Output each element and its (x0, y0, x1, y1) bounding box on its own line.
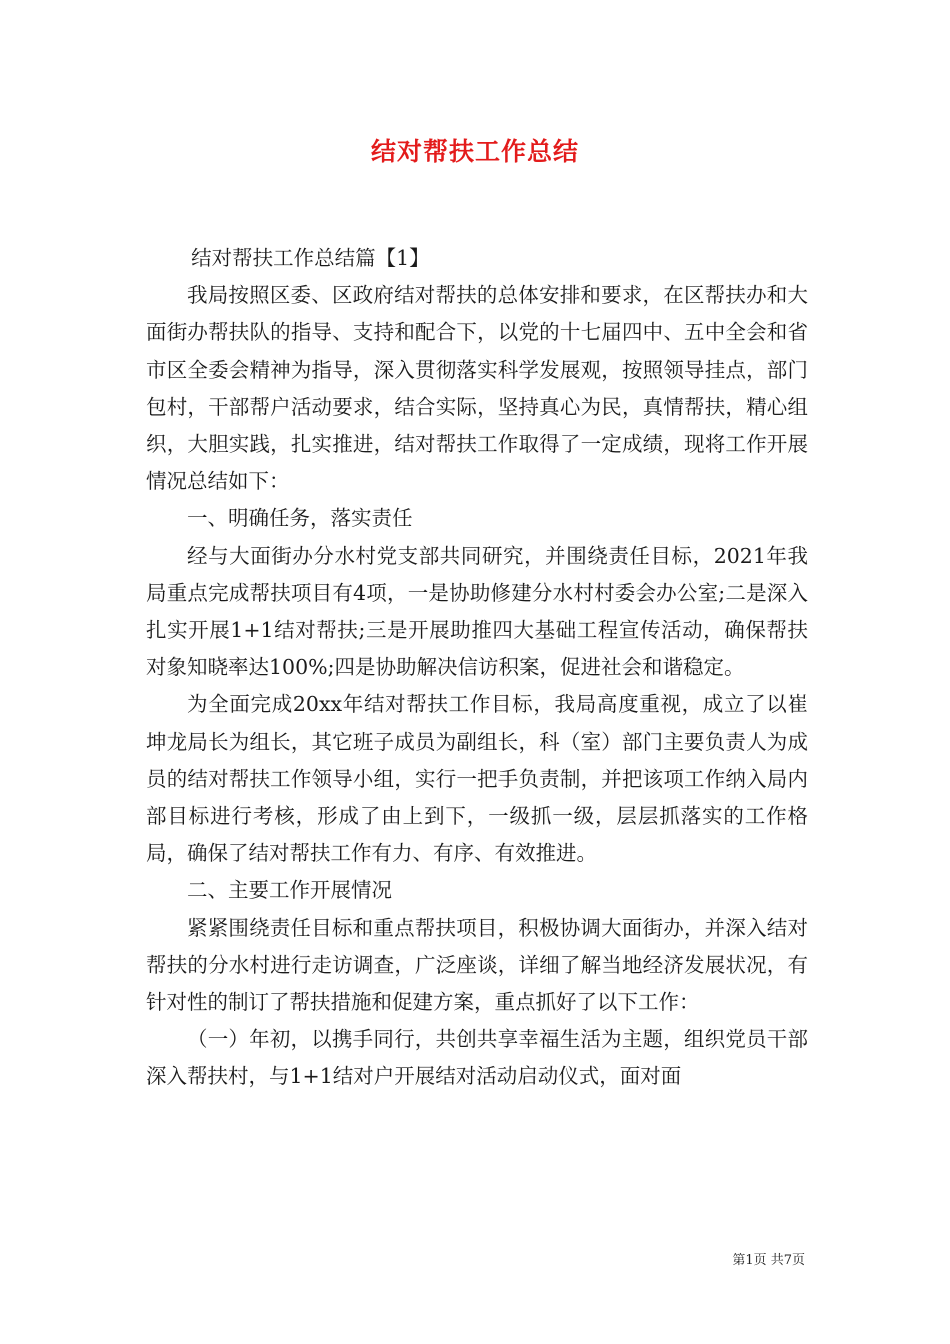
section-heading: 结对帮扶工作总结篇【1】 (191, 246, 430, 270)
paragraph: 经与大面街办分水村党支部共同研究，并围绕责任目标，2021年我局重点完成帮扶项目有4项，一是协助修建分水村村委会办公室;二是深入扎实开展1+1结对帮扶;三是开展助推四大基础工程宣传活动，确保帮扶对象知晓率达100%;四是协助解决信访积案，促进社会和谐稳定。 (146, 543, 808, 680)
paragraph: 紧紧围绕责任目标和重点帮扶项目，积极协调大面街办，并深入结对帮扶的分水村进行走访调查，广泛座谈，详细了解当地经济发展状况，有针对性的制订了帮扶措施和促建方案，重点抓好了以下工作： (146, 915, 808, 1015)
paragraph: （一）年初，以携手同行，共创共享幸福生活为主题，组织党员干部深入帮扶村，与1+1结对户开展结对活动启动仪式，面对面 (146, 1027, 808, 1089)
section-heading: 一、明确任务，落实责任 (187, 506, 413, 531)
page-number: 第1页 共7页 (732, 1253, 805, 1268)
paragraph: 为全面完成20xx年结对帮扶工作目标，我局高度重视，成立了以崔坤龙局长为组长，其它班子成员为副组长，科（室）部门主要负责人为成员的结对帮扶工作领导小组，实行一把手负责制，并把该项工作纳入局内部目标进行考核，形成了由上到下，一级抓一级，层层抓落实的工作格局，确保了结对帮扶工作有力、有序、有效推进。 (146, 692, 808, 866)
document-body (146, 240, 808, 1096)
document-title: 结对帮扶工作总结 (370, 137, 579, 166)
paragraph: 我局按照区委、区政府结对帮扶的总体安排和要求，在区帮扶办和大面街办帮扶队的指导、支持和配合下，以党的十七届四中、五中全会和省市区全委会精神为指导，深入贯彻落实科学发展观，按照领导挂点，部门包村，干部帮户活动要求，结合实际，坚持真心为民，真情帮扶，精心组织，大胆实践，扎实推进，结对帮扶工作取得了一定成绩，现将工作开展情况总结如下： (146, 283, 808, 494)
section-heading: 二、主要工作开展情况 (187, 878, 392, 903)
